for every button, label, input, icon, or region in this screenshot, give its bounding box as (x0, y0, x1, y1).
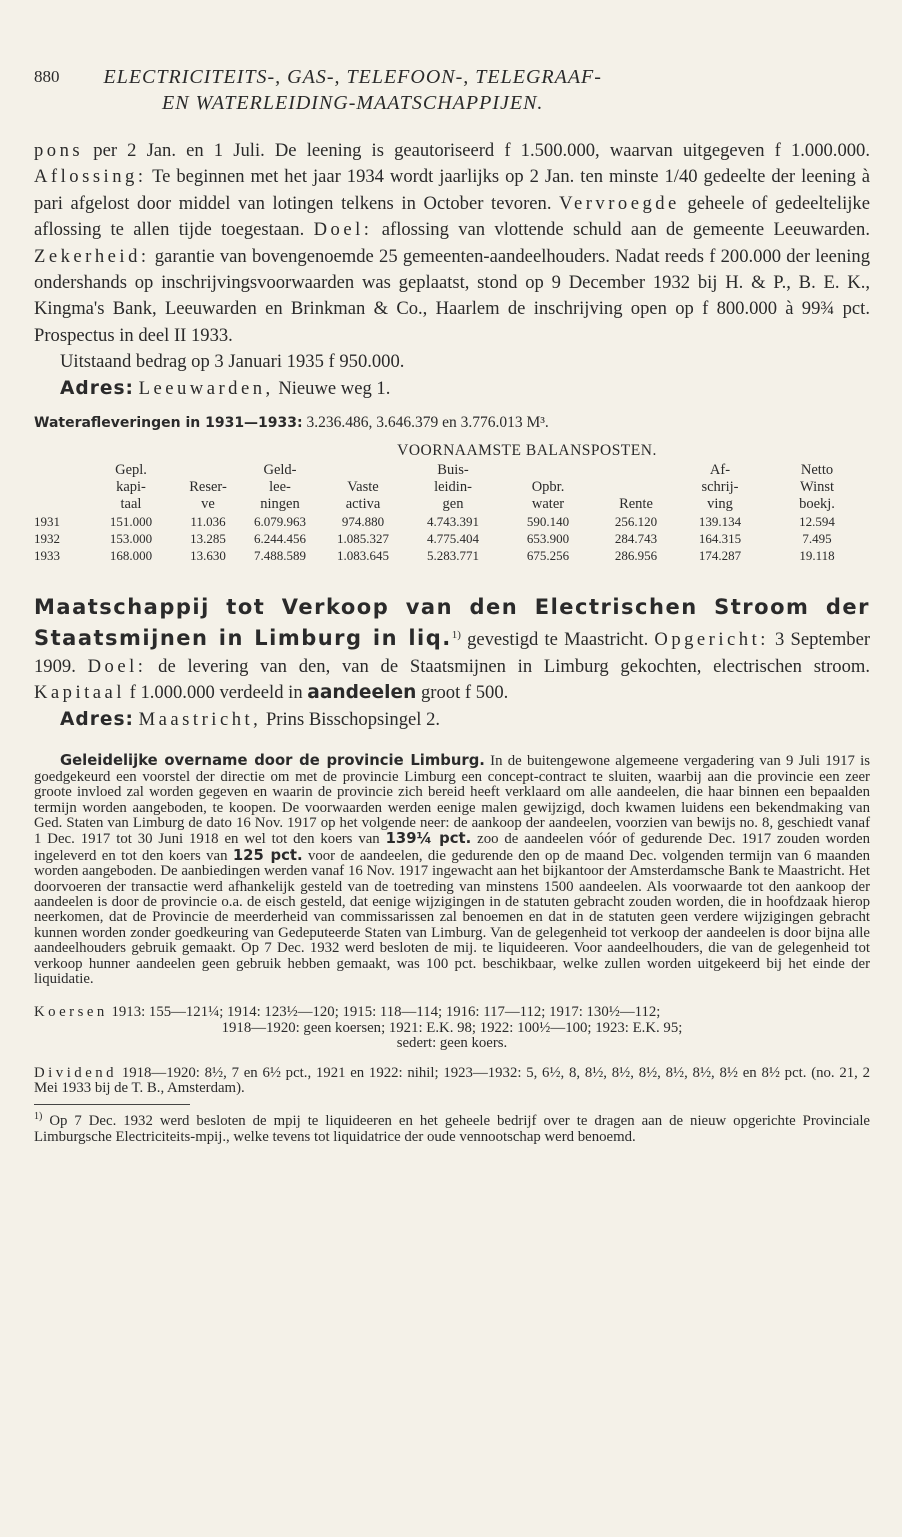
uitstaand-line: Uitstaand bedrag op 3 Januari 1935 f 950.000. (60, 351, 405, 373)
column-header-cell: Reser- (189, 479, 227, 496)
aflossing-label: Aflossing: (34, 166, 147, 188)
column-header-cell (596, 462, 676, 479)
table-cell: 7.495 (802, 531, 832, 547)
dividend-paragraph (34, 1066, 870, 1097)
table-cell: 168.000 (109, 548, 153, 564)
year-cell: 1932 (34, 531, 60, 547)
column-header-cell: boekj. (799, 496, 835, 513)
column-header-cell: Buis- (437, 462, 469, 479)
column-header-cell (596, 479, 676, 496)
year-header-cell (34, 496, 86, 513)
page (34, 64, 870, 1145)
doel-text: aflossing van vlottende schuld aan de gemeente Leeuwarden. (372, 219, 870, 241)
table-cell: 653.900 (526, 531, 570, 547)
balans-title: VOORNAAMSTE BALANSPOSTEN. (397, 442, 657, 460)
column-header-cell: activa (345, 496, 381, 513)
footnote-ref: 1) (451, 629, 461, 642)
column-header-cell: Rente (619, 496, 653, 513)
overname-label: Geleidelijke overname door de provincie Limburg. (60, 752, 485, 770)
footnote-mark: 1) (34, 1111, 43, 1123)
company-adres-label: Adres: (60, 708, 134, 730)
table-cell: 5.283.771 (427, 548, 479, 564)
column-header-cell (176, 462, 240, 479)
company-doel-text: de levering van den, van de Staatsmijnen in Limburg gekochten, electrischen stroom. (146, 656, 870, 678)
column-header-cell: Netto (800, 462, 834, 479)
overname-paragraph (34, 753, 870, 987)
table-cell: 4.775.404 (427, 531, 479, 547)
title-line-2: EN WATERLEIDING-MAATSCHAPPIJEN. (162, 92, 544, 114)
overname-text-1: In de buitengewone algemeene vergadering van 9 Juli 1917 is goedgekeurd een voorstel der directie om met de provincie Limburg een concept-contract te sluiten, waarbij aan die provincie een zeer groote invloed zal worden gegeven en waarin de provincie zich bereid heeft verklaard om alle aandeelen, die haar binnen een bepaalden termijn worden aangeboden, te koopen. De voorwaarden werden eenige malen gewijzigd, doch kwamen luidens een bekendmaking van Ged. Staten van Limburg de dato 16 Nov. 1917 op het volgende neer: de aankoop der aandeelen, voorzien van bewijs no. 8, geschiedt vanaf 1 Dec. 1917 tot 30 Juni 1918 en wel tot den koers van (34, 753, 870, 848)
company-adres-city: Maastricht, (138, 708, 262, 730)
doel-label: Doel: (313, 219, 373, 241)
column-header-cell: lee- (269, 479, 291, 496)
year-cell: 1931 (34, 514, 60, 530)
table-cell: 286.956 (614, 548, 658, 564)
column-header-cell: Opbr. (531, 479, 565, 496)
vervroegde-text: geheele of gedeeltelijke aflossing te allen tijde toegestaan. (34, 192, 870, 241)
running-header (34, 64, 870, 116)
table-cell: 590.140 (526, 514, 570, 530)
table-cell: 284.743 (614, 531, 658, 547)
company-doel-label: Doel: (87, 656, 147, 678)
adres-street: Nieuwe weg 1. (273, 377, 391, 399)
table-cell: 139.134 (698, 514, 742, 530)
column-header-cell: Geld- (263, 462, 297, 479)
column-header-cell: water (531, 496, 565, 513)
balans-header (34, 462, 870, 513)
overname-text-2: zoo de aandeelen vóór of gedurende Dec. 1917 zouden worden ingeleverd en tot den koers van (34, 831, 870, 864)
opgericht-label: Opgericht: (654, 629, 769, 651)
adres-label: Adres: (60, 377, 134, 399)
footnote (34, 1109, 870, 1145)
intro-paragraph (34, 138, 870, 349)
table-cell: 151.000 (109, 514, 153, 530)
column-header-cell: Winst (799, 479, 835, 496)
balans-header-row (34, 462, 870, 479)
koers-1: 139¼ pct. (385, 830, 472, 848)
zekerheid-text: garantie van bovengenoemde 25 gemeenten-aandeelhouders. Nadat reeds f 200.000 der leening ondershands op inschrijvingsvoorwaarden was geplaatst, stond op 9 December 1932 bij H. & P., B. E. K., Kingma's Bank, Leeuwarden en Brinkman & Co., Haarlem de inschrijving open op f 800.000 à 99¾ pct. Prospectus in deel II 1933. (34, 245, 870, 346)
zekerheid-label: Zekerheid: (34, 245, 150, 267)
table-cell: 153.000 (109, 531, 153, 547)
column-header-cell: Gepl. (115, 462, 147, 479)
column-header-cell: Vaste (347, 479, 379, 496)
kapitaal-text-2: groot f 500. (416, 682, 509, 704)
intro-text: per 2 Jan. en 1 Juli. De leening is geautoriseerd f 1.500.000, waarvan uitgegeven f 1.000.000. (83, 140, 870, 161)
column-header-cell: ving (707, 496, 733, 513)
pons-word: pons (34, 140, 84, 161)
company-title: Maatschappij tot Verkoop van den Electrischen Stroom der Staatsmijnen in Limburg in liq. (34, 595, 870, 651)
table-cell: 675.256 (526, 548, 570, 564)
column-header-cell: leidin- (434, 479, 472, 496)
table-cell: 7.488.589 (254, 548, 306, 564)
table-row (34, 547, 870, 564)
column-header-cell: gen (442, 496, 464, 513)
koersen-line-3: sedert: geen koers. (396, 1035, 508, 1052)
koersen-line-1: 1913: 155—121¼; 1914: 123½—120; 1915: 118—114; 1916: 117—112; 1917: 130½—112; (107, 1004, 661, 1021)
table-cell: 256.120 (614, 514, 658, 530)
table-cell: 4.743.391 (427, 514, 479, 530)
table-cell: 1.083.645 (337, 548, 389, 564)
aflossing-text: Te beginnen met het jaar 1934 wordt jaarlijks op 2 Jan. ten minste 1/40 gedeelte der leening à pari afgelost door middel van lotingen telkens in October tevoren. (34, 166, 870, 214)
table-cell: 164.315 (698, 531, 742, 547)
koers-2: 125 pct. (232, 846, 303, 864)
column-header-cell: taal (120, 496, 142, 513)
column-header-cell: Af- (709, 462, 731, 479)
table-cell: 174.287 (698, 548, 742, 564)
page-title (104, 64, 602, 116)
table-cell: 19.118 (799, 548, 835, 564)
year-cell: 1933 (34, 548, 60, 564)
waterlevering-line (34, 414, 870, 432)
dividend-text: 1918—1920: 8½, 7 en 6½ pct., 1921 en 1922: nihil; 1923—1932: 5, 6½, 8, 8½, 8½, 8½, 8½, 8½, 8½ en 8½ pct. (no. 21, 2 Mei 1933 bij de T. B., Amsterdam). (34, 1064, 870, 1096)
table-row (34, 513, 870, 530)
table-cell: 12.594 (799, 514, 835, 530)
table-cell: 13.630 (190, 548, 226, 564)
column-header-cell: kapi- (116, 479, 146, 496)
column-header-cell (320, 462, 406, 479)
balans-table (34, 462, 870, 564)
waterlevering-label: Waterafleveringen in 1931—1933: (34, 415, 303, 432)
balans-header-row (34, 496, 870, 513)
aandeelen-word: aandeelen (307, 682, 417, 704)
maatschappij-paragraph (34, 594, 870, 707)
title-line-1: ELECTRICITEITS-, GAS-, TELEFOON-, TELEGRAAF- (103, 66, 602, 88)
company-adres-line (34, 707, 870, 733)
table-cell: 974.880 (341, 514, 385, 530)
year-header-cell (34, 479, 86, 496)
waterlevering-values: 3.236.486, 3.646.379 en 3.776.013 M³. (306, 414, 549, 432)
koersen-line-2: 1918—1920: geen koersen; 1921: E.K. 98; 1922: 100½—100; 1923: E.K. 95; (221, 1019, 683, 1036)
vervroegde-label: Vervroegde (559, 192, 680, 214)
opgericht-text: 3 September 1909. (34, 629, 871, 678)
table-cell: 1.085.327 (337, 531, 389, 547)
overname-text-3: voor de aandeelen, die gedurende den op de maand Dec. volgenden termijn van 6 maanden worden aangeboden. De aanbiedingen werden vanaf 16 Nov. 1917 ingewacht aan het bijkantoor der Amsterdamsche Bank te Maastricht. Het doorvoeren der transactie werd afhankelijk gesteld van de toetreding van minstens 1500 aandeelen. Als voorwaarde tot den aankoop der aandeelen is door de provincie o.a. de eisch gesteld, dat eenige wijzigingen in de statuten gebracht zouden worden, die in hoofdzaak hierop neerkomen, dat de Provincie de meerderheid van commissarissen zal benoemen en dat in de statuten geen verdere wijzigingen gebracht kunnen worden zonder goedkeuring van Gedeputeerde Staten van Limburg. Van de gelegenheid tot verkoop der aandeelen is door bijna alle aandeelhouders gebruik gemaakt. Op 7 Dec. 1932 werd besloten de mij. te liquideeren. Voor aandeelhouders, die van de gelegenheid tot verkoop hunner aandeelen geen gebruik hebben gemaakt, was 100 pct. beschikbaar, welke zullen worden uitgekeerd bij het einde der liquidatie. (34, 847, 870, 987)
page-number: 880 (34, 67, 60, 86)
table-row (34, 530, 870, 547)
table-cell: 13.285 (190, 531, 226, 547)
footnote-rule (34, 1104, 190, 1105)
kapitaal-text-1: f 1.000.000 verdeeld in (124, 682, 308, 704)
column-header-cell: schrij- (701, 479, 739, 496)
column-header-cell: ningen (260, 496, 300, 513)
footnote-text: Op 7 Dec. 1932 werd besloten de mpij te liquideeren en het geheele bedrijf over te dragen aan de nieuw opgerichte Provinciale Limburgsche Electriciteits-mpij., welke tevens tot liquidatrice der oude vennootschap werd benoemd. (34, 1113, 870, 1146)
balans-body (34, 513, 870, 564)
balans-header-row (34, 479, 870, 496)
koersen-label: Koersen (34, 1004, 108, 1021)
column-header-cell: ve (201, 496, 215, 513)
company-text: gevestigd te Maastricht. (460, 629, 655, 651)
column-header-cell (500, 462, 596, 479)
table-cell: 6.079.963 (254, 514, 306, 530)
table-cell: 6.244.456 (254, 531, 306, 547)
dividend-label: Dividend (34, 1064, 118, 1081)
year-header-cell (34, 462, 86, 479)
company-adres-street: Prins Bisschopsingel 2. (261, 708, 441, 730)
table-cell: 11.036 (190, 514, 226, 530)
adres-line (34, 376, 870, 402)
koersen-paragraph (34, 1005, 870, 1020)
kapitaal-label: Kapitaal (34, 682, 125, 704)
adres-city: Leeuwarden, (138, 377, 274, 399)
